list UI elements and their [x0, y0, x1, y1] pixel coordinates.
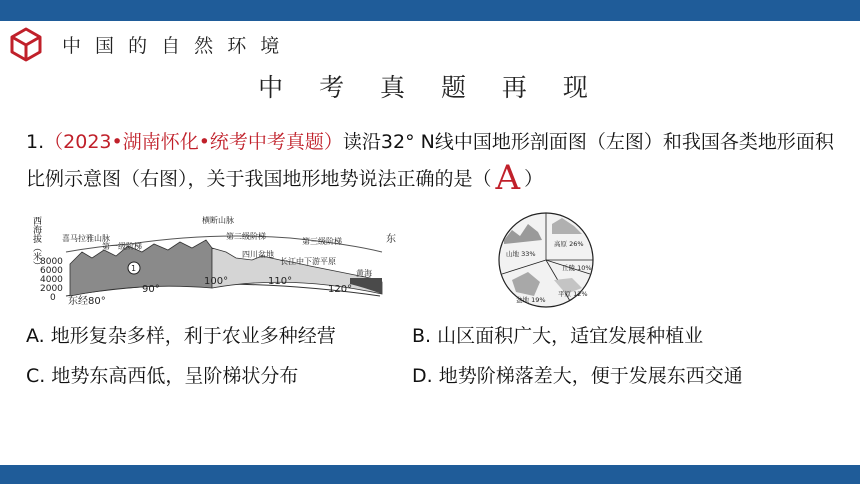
lon-tick: 120° — [328, 284, 353, 295]
option-d[interactable]: D. 地势阶梯落差大，便于发展东西交通 — [412, 365, 743, 387]
label-sichuan: 四川盆地 — [242, 250, 274, 259]
pie-label-hill: 丘陵 10% — [562, 264, 592, 272]
y-tick: 2000 — [40, 284, 63, 294]
label-sea: 黄海 — [356, 269, 372, 278]
question-text — [26, 124, 846, 197]
question-source: （2023•湖南怀化•统考中考真题） — [44, 131, 343, 153]
section-title: 中 国 的 自 然 环 境 — [62, 35, 284, 57]
question-body: 读沿32° N线中国地形剖面图（左图）和我国各类地形面积比例示意图（右图），关于我国地形地势说法正确的是（ — [26, 131, 834, 190]
marker-label: 1 — [131, 264, 137, 273]
label-step1: 第一级阶梯 — [102, 242, 142, 251]
y-tick: 0 — [50, 293, 56, 303]
page-title: 中 考 真 题 再 现 — [258, 73, 602, 102]
lon-tick: 100° — [204, 276, 229, 287]
option-b[interactable]: B. 山区面积广大，适宜发展种植业 — [412, 325, 704, 347]
terrain-area-pie — [482, 210, 610, 310]
question-number: 1. — [26, 131, 45, 153]
label-himalaya: 喜马拉雅山脉 — [62, 234, 110, 243]
label-east: 东 — [386, 234, 396, 245]
profile-ylabel: 西海拔（米） — [31, 216, 41, 270]
pie-label-plateau: 高原 26% — [554, 240, 584, 248]
top-banner — [0, 0, 860, 21]
pie-label-mountain: 山地 33% — [506, 250, 536, 258]
option-c[interactable]: C. 地势东高西低，呈阶梯状分布 — [26, 365, 299, 387]
terrain-profile-figure — [30, 212, 398, 306]
answer-mark: A — [495, 158, 521, 198]
pie-label-basin: 盆地 19% — [516, 296, 546, 304]
label-step3: 第三级阶梯 — [302, 237, 342, 246]
lon-tick: 90° — [142, 284, 160, 295]
label-hengduan: 横断山脉 — [202, 216, 234, 225]
label-step2: 第二级阶梯 — [226, 232, 266, 241]
option-a[interactable]: A. 地形复杂多样，利于农业多种经营 — [26, 325, 336, 347]
label-changjiang: 长江中下游平原 — [280, 257, 336, 266]
question-body-end: ） — [524, 168, 544, 190]
bottom-banner — [0, 465, 860, 484]
y-tick: 4000 — [40, 275, 63, 285]
lon-tick: 110° — [268, 276, 293, 287]
y-tick: 8000 — [40, 257, 63, 267]
cube-logo-icon — [8, 26, 44, 62]
lon-tick: 东经80° — [68, 296, 106, 306]
y-tick: 6000 — [40, 266, 63, 276]
pie-label-plain: 平原 12% — [558, 290, 588, 298]
